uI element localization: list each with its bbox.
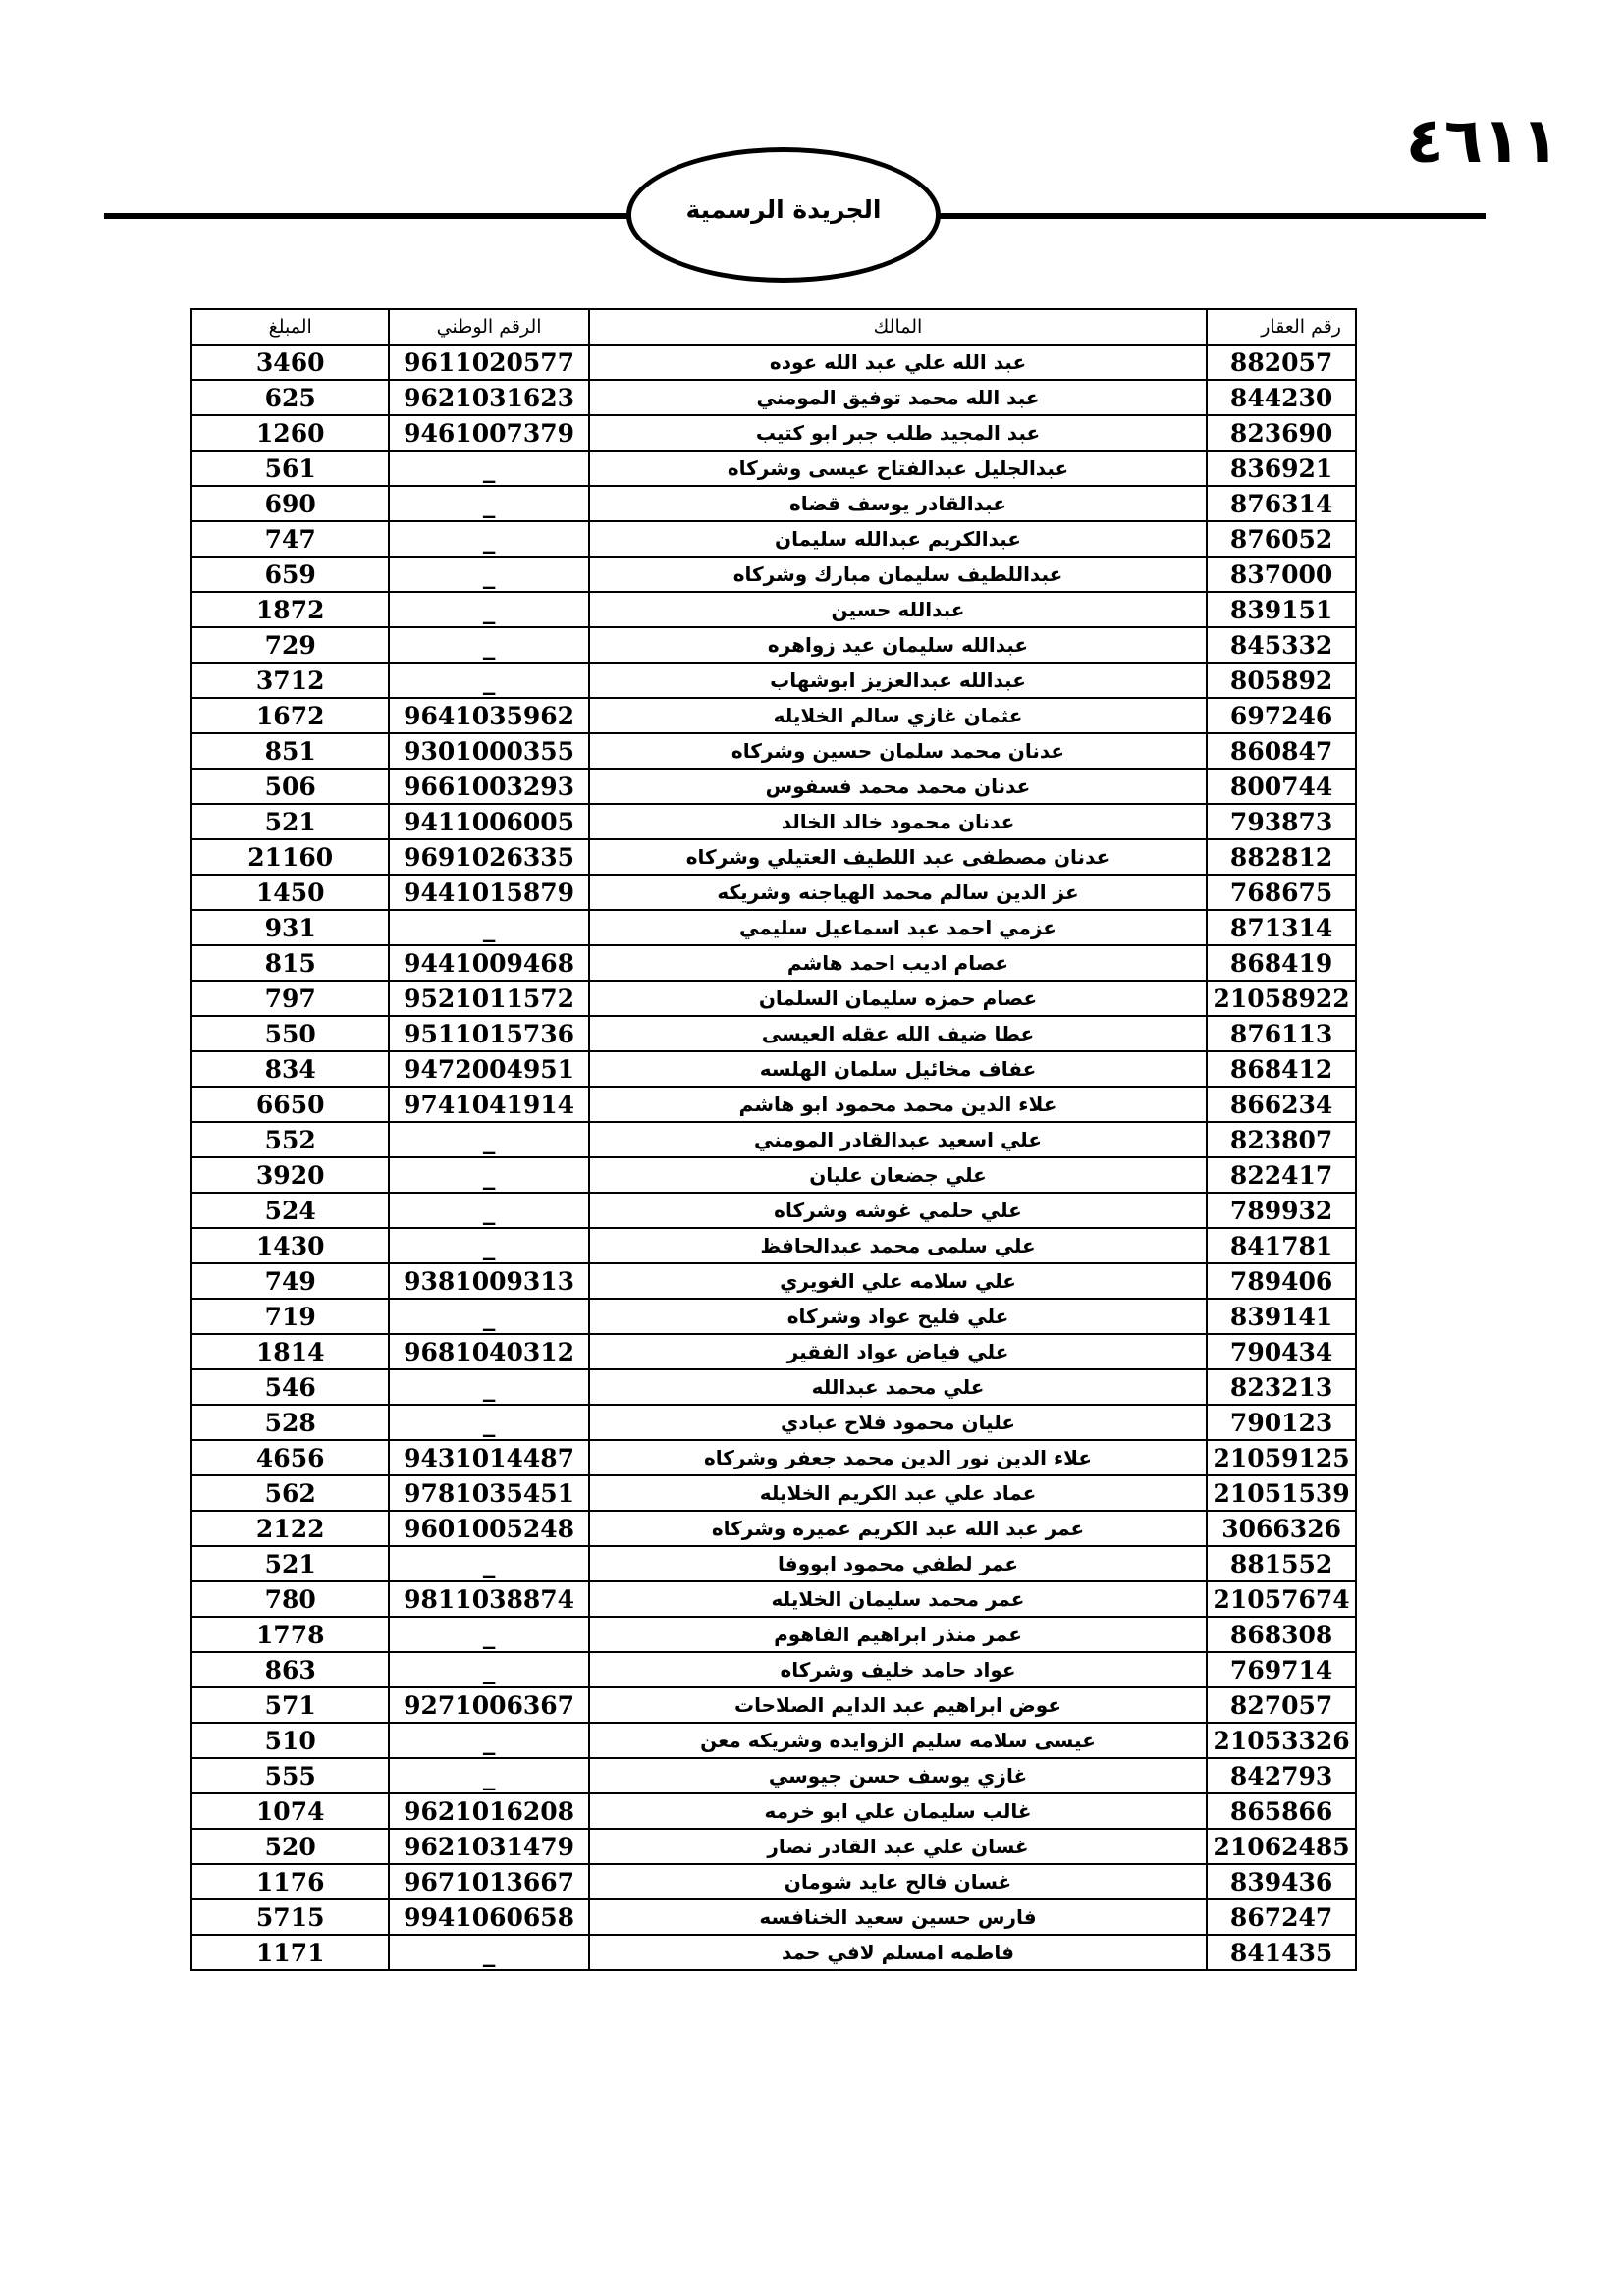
national-id-cell: 9431014487 (389, 1440, 588, 1475)
national-id-cell: 9621031623 (389, 380, 588, 415)
property-number-cell: 3066326 (1207, 1511, 1356, 1546)
property-number-cell: 868308 (1207, 1617, 1356, 1652)
property-number-cell: 881552 (1207, 1546, 1356, 1581)
national-id-cell: 9621031479 (389, 1829, 588, 1864)
national-id-cell: 9691026335 (389, 839, 588, 875)
property-number-cell: 876113 (1207, 1016, 1356, 1051)
national-id-cell: 9301000355 (389, 733, 588, 769)
owner-cell: علي حلمي غوشه وشركاه (589, 1193, 1207, 1228)
national-id-cell: _ (389, 910, 588, 945)
table-row (191, 1899, 1356, 1935)
owner-cell: عبدالله سليمان عيد زواهره (589, 627, 1207, 663)
property-number-cell: 867247 (1207, 1899, 1356, 1935)
header-property-number: رقم العقار (1207, 309, 1356, 345)
owner-cell: غازي يوسف حسن جيوسي (589, 1758, 1207, 1793)
header-national-id: الرقم الوطني (389, 309, 588, 345)
amount-cell: 4656 (191, 1440, 389, 1475)
amount-cell: 1814 (191, 1334, 389, 1369)
table-row (191, 1263, 1356, 1299)
owner-cell: فاطمه امسلم لافي حمد (589, 1935, 1207, 1970)
table-row (191, 1793, 1356, 1829)
table-row (191, 521, 1356, 557)
property-number-cell: 868412 (1207, 1051, 1356, 1087)
amount-cell: 797 (191, 981, 389, 1016)
table-row (191, 380, 1356, 415)
property-number-cell: 21058922 (1207, 981, 1356, 1016)
national-id-cell: 9511015736 (389, 1016, 588, 1051)
national-id-cell: 9661003293 (389, 769, 588, 804)
table-row (191, 1405, 1356, 1440)
property-number-cell: 837000 (1207, 557, 1356, 592)
national-id-cell: 9601005248 (389, 1511, 588, 1546)
amount-cell: 625 (191, 380, 389, 415)
national-id-cell: 9461007379 (389, 415, 588, 451)
national-id-cell: _ (389, 1228, 588, 1263)
table-header-row (191, 309, 1356, 345)
amount-cell: 520 (191, 1829, 389, 1864)
amount-cell: 5715 (191, 1899, 389, 1935)
owner-cell: عبدالقادر يوسف قضاه (589, 486, 1207, 521)
table-row (191, 1935, 1356, 1970)
national-id-cell: _ (389, 1758, 588, 1793)
amount-cell: 1074 (191, 1793, 389, 1829)
owner-cell: عطا ضيف الله عقله العيسى (589, 1016, 1207, 1051)
table-row (191, 451, 1356, 486)
table-row (191, 627, 1356, 663)
amount-cell: 1430 (191, 1228, 389, 1263)
national-id-cell: 9671013667 (389, 1864, 588, 1899)
owner-cell: عمر عبد الله عبد الكريم عميره وشركاه (589, 1511, 1207, 1546)
property-number-cell: 845332 (1207, 627, 1356, 663)
property-number-cell: 823690 (1207, 415, 1356, 451)
owner-cell: عمر محمد سليمان الخلايله (589, 1581, 1207, 1617)
owner-cell: علي اسعيد عبدالقادر المومني (589, 1122, 1207, 1157)
amount-cell: 555 (191, 1758, 389, 1793)
owner-cell: عيسى سلامه سليم الزوايده وشريكه معن (589, 1723, 1207, 1758)
property-number-cell: 21062485 (1207, 1829, 1356, 1864)
national-id-cell: _ (389, 1122, 588, 1157)
national-id-cell: 9411006005 (389, 804, 588, 839)
national-id-cell: _ (389, 1299, 588, 1334)
national-id-cell: _ (389, 592, 588, 627)
table-row (191, 910, 1356, 945)
owner-cell: عفاف مخائيل سلمان الهلسه (589, 1051, 1207, 1087)
property-number-cell: 822417 (1207, 1157, 1356, 1193)
owner-cell: عواد حامد خليف وشركاه (589, 1652, 1207, 1687)
property-number-cell: 789406 (1207, 1263, 1356, 1299)
amount-cell: 1176 (191, 1864, 389, 1899)
owner-cell: غسان فالح عايد شومان (589, 1864, 1207, 1899)
amount-cell: 561 (191, 451, 389, 486)
table-row (191, 1228, 1356, 1263)
property-number-cell: 21051539 (1207, 1475, 1356, 1511)
property-number-cell: 823213 (1207, 1369, 1356, 1405)
national-id-cell: _ (389, 451, 588, 486)
national-id-cell: 9441009468 (389, 945, 588, 981)
owner-cell: علي فياض عواد الفقير (589, 1334, 1207, 1369)
amount-cell: 6650 (191, 1087, 389, 1122)
page-number: ٤٦١١ (1405, 105, 1559, 178)
owner-cell: عبد المجيد طلب جبر ابو كتيب (589, 415, 1207, 451)
property-number-cell: 841435 (1207, 1935, 1356, 1970)
records-table-container (190, 308, 1357, 1971)
national-id-cell: _ (389, 521, 588, 557)
property-number-cell: 841781 (1207, 1228, 1356, 1263)
owner-cell: عبد الله محمد توفيق المومني (589, 380, 1207, 415)
owner-cell: علي سلمى محمد عبدالحافظ (589, 1228, 1207, 1263)
national-id-cell: 9741041914 (389, 1087, 588, 1122)
property-number-cell: 844230 (1207, 380, 1356, 415)
owner-cell: عدنان مصطفى عبد اللطيف العتيلي وشركاه (589, 839, 1207, 875)
national-id-cell: _ (389, 1546, 588, 1581)
table-row (191, 486, 1356, 521)
table-row (191, 733, 1356, 769)
table-row (191, 1864, 1356, 1899)
table-row (191, 345, 1356, 380)
amount-cell: 3712 (191, 663, 389, 698)
national-id-cell: _ (389, 663, 588, 698)
table-row (191, 1511, 1356, 1546)
owner-cell: فارس حسين سعيد الخنافسه (589, 1899, 1207, 1935)
owner-cell: عليان محمود فلاح عبادي (589, 1405, 1207, 1440)
header-title: الجريدة الرسمية (685, 194, 882, 224)
national-id-cell: _ (389, 486, 588, 521)
amount-cell: 747 (191, 521, 389, 557)
national-id-cell: 9611020577 (389, 345, 588, 380)
property-number-cell: 876052 (1207, 521, 1356, 557)
amount-cell: 1260 (191, 415, 389, 451)
owner-cell: عدنان محمد محمد فسفوس (589, 769, 1207, 804)
property-number-cell: 21057674 (1207, 1581, 1356, 1617)
property-number-cell: 790434 (1207, 1334, 1356, 1369)
amount-cell: 780 (191, 1581, 389, 1617)
table-row (191, 1299, 1356, 1334)
property-number-cell: 836921 (1207, 451, 1356, 486)
property-number-cell: 768675 (1207, 875, 1356, 910)
national-id-cell: 9472004951 (389, 1051, 588, 1087)
owner-cell: عبدالله عبدالعزيز ابوشهاب (589, 663, 1207, 698)
table-row (191, 1723, 1356, 1758)
property-number-cell: 842793 (1207, 1758, 1356, 1793)
property-number-cell: 839151 (1207, 592, 1356, 627)
national-id-cell: _ (389, 557, 588, 592)
table-row (191, 1829, 1356, 1864)
table-row (191, 1546, 1356, 1581)
table-row (191, 1687, 1356, 1723)
table-row (191, 981, 1356, 1016)
owner-cell: عصام حمزه سليمان السلمان (589, 981, 1207, 1016)
national-id-cell: _ (389, 1193, 588, 1228)
property-number-cell: 865866 (1207, 1793, 1356, 1829)
owner-cell: غالب سليمان علي ابو خرمه (589, 1793, 1207, 1829)
amount-cell: 546 (191, 1369, 389, 1405)
owner-cell: عزمي احمد عبد اسماعيل سليمي (589, 910, 1207, 945)
amount-cell: 521 (191, 804, 389, 839)
amount-cell: 1872 (191, 592, 389, 627)
table-row (191, 839, 1356, 875)
owner-cell: عماد علي عبد الكريم الخلايله (589, 1475, 1207, 1511)
national-id-cell: 9441015879 (389, 875, 588, 910)
national-id-cell: _ (389, 1405, 588, 1440)
table-row (191, 1193, 1356, 1228)
header-owner: المالك (589, 309, 1207, 345)
property-number-cell: 876314 (1207, 486, 1356, 521)
header-title-ellipse (626, 147, 941, 283)
table-row (191, 557, 1356, 592)
owner-cell: عدنان محمد سلمان حسين وشركاه (589, 733, 1207, 769)
property-number-cell: 789932 (1207, 1193, 1356, 1228)
table-row (191, 1652, 1356, 1687)
national-id-cell: 9941060658 (389, 1899, 588, 1935)
amount-cell: 749 (191, 1263, 389, 1299)
amount-cell: 3920 (191, 1157, 389, 1193)
table-row (191, 1016, 1356, 1051)
table-row (191, 1157, 1356, 1193)
amount-cell: 521 (191, 1546, 389, 1581)
amount-cell: 1778 (191, 1617, 389, 1652)
property-number-cell: 839436 (1207, 1864, 1356, 1899)
national-id-cell: 9811038874 (389, 1581, 588, 1617)
owner-cell: علاء الدين محمد محمود ابو هاشم (589, 1087, 1207, 1122)
national-id-cell: 9681040312 (389, 1334, 588, 1369)
amount-cell: 2122 (191, 1511, 389, 1546)
owner-cell: عز الدين سالم محمد الهياجنه وشريكه (589, 875, 1207, 910)
amount-cell: 690 (191, 486, 389, 521)
owner-cell: علي محمد عبدالله (589, 1369, 1207, 1405)
property-number-cell: 793873 (1207, 804, 1356, 839)
amount-cell: 1171 (191, 1935, 389, 1970)
table-row (191, 1051, 1356, 1087)
amount-cell: 815 (191, 945, 389, 981)
owner-cell: عمر لطفي محمود ابووفا (589, 1546, 1207, 1581)
property-number-cell: 860847 (1207, 733, 1356, 769)
amount-cell: 528 (191, 1405, 389, 1440)
property-number-cell: 769714 (1207, 1652, 1356, 1687)
property-number-cell: 882057 (1207, 345, 1356, 380)
property-number-cell: 868419 (1207, 945, 1356, 981)
national-id-cell: 9621016208 (389, 1793, 588, 1829)
table-row (191, 875, 1356, 910)
table-row (191, 415, 1356, 451)
table-row (191, 1581, 1356, 1617)
table-row (191, 1369, 1356, 1405)
owner-cell: عبدالكريم عبدالله سليمان (589, 521, 1207, 557)
amount-cell: 506 (191, 769, 389, 804)
amount-cell: 834 (191, 1051, 389, 1087)
property-number-cell: 805892 (1207, 663, 1356, 698)
amount-cell: 552 (191, 1122, 389, 1157)
national-id-cell: _ (389, 1157, 588, 1193)
property-number-cell: 21059125 (1207, 1440, 1356, 1475)
owner-cell: عبدالجليل عبدالفتاح عيسى وشركاه (589, 451, 1207, 486)
table-row (191, 663, 1356, 698)
amount-cell: 931 (191, 910, 389, 945)
amount-cell: 21160 (191, 839, 389, 875)
national-id-cell: 9381009313 (389, 1263, 588, 1299)
property-number-cell: 866234 (1207, 1087, 1356, 1122)
table-row (191, 1758, 1356, 1793)
amount-cell: 863 (191, 1652, 389, 1687)
table-row (191, 1475, 1356, 1511)
amount-cell: 719 (191, 1299, 389, 1334)
property-number-cell: 827057 (1207, 1687, 1356, 1723)
amount-cell: 562 (191, 1475, 389, 1511)
records-table (190, 308, 1357, 1971)
property-number-cell: 839141 (1207, 1299, 1356, 1334)
owner-cell: عبداللطيف سليمان مبارك وشركاه (589, 557, 1207, 592)
table-row (191, 1122, 1356, 1157)
national-id-cell: 9521011572 (389, 981, 588, 1016)
owner-cell: علاء الدين نور الدين محمد جعفر وشركاه (589, 1440, 1207, 1475)
national-id-cell: _ (389, 1617, 588, 1652)
amount-cell: 550 (191, 1016, 389, 1051)
property-number-cell: 871314 (1207, 910, 1356, 945)
property-number-cell: 800744 (1207, 769, 1356, 804)
national-id-cell: _ (389, 1369, 588, 1405)
amount-cell: 659 (191, 557, 389, 592)
table-row (191, 945, 1356, 981)
amount-cell: 3460 (191, 345, 389, 380)
owner-cell: عمر منذر ابراهيم الفاهوم (589, 1617, 1207, 1652)
header-amount: المبلغ (191, 309, 389, 345)
owner-cell: علي فليح عواد وشركاه (589, 1299, 1207, 1334)
national-id-cell: _ (389, 1723, 588, 1758)
owner-cell: عصام اديب احمد هاشم (589, 945, 1207, 981)
owner-cell: عثمان غازي سالم الخلايله (589, 698, 1207, 733)
owner-cell: علي سلامه علي الغويري (589, 1263, 1207, 1299)
amount-cell: 510 (191, 1723, 389, 1758)
table-row (191, 698, 1356, 733)
owner-cell: علي جضعان عليان (589, 1157, 1207, 1193)
property-number-cell: 882812 (1207, 839, 1356, 875)
property-number-cell: 790123 (1207, 1405, 1356, 1440)
amount-cell: 1450 (191, 875, 389, 910)
table-row (191, 804, 1356, 839)
table-row (191, 1334, 1356, 1369)
owner-cell: غسان علي عبد القادر نصار (589, 1829, 1207, 1864)
amount-cell: 571 (191, 1687, 389, 1723)
table-row (191, 1440, 1356, 1475)
national-id-cell: _ (389, 627, 588, 663)
national-id-cell: _ (389, 1935, 588, 1970)
owner-cell: عدنان محمود خالد الخالد (589, 804, 1207, 839)
national-id-cell: 9641035962 (389, 698, 588, 733)
amount-cell: 729 (191, 627, 389, 663)
property-number-cell: 823807 (1207, 1122, 1356, 1157)
national-id-cell: 9781035451 (389, 1475, 588, 1511)
amount-cell: 1672 (191, 698, 389, 733)
table-row (191, 1087, 1356, 1122)
table-row (191, 769, 1356, 804)
owner-cell: عبدالله حسين (589, 592, 1207, 627)
property-number-cell: 697246 (1207, 698, 1356, 733)
property-number-cell: 21053326 (1207, 1723, 1356, 1758)
table-body (191, 345, 1356, 1970)
national-id-cell: _ (389, 1652, 588, 1687)
owner-cell: عوض ابراهيم عبد الدايم الصلاحات (589, 1687, 1207, 1723)
table-row (191, 1617, 1356, 1652)
national-id-cell: 9271006367 (389, 1687, 588, 1723)
amount-cell: 851 (191, 733, 389, 769)
amount-cell: 524 (191, 1193, 389, 1228)
owner-cell: عبد الله علي عبد الله عوده (589, 345, 1207, 380)
table-row (191, 592, 1356, 627)
